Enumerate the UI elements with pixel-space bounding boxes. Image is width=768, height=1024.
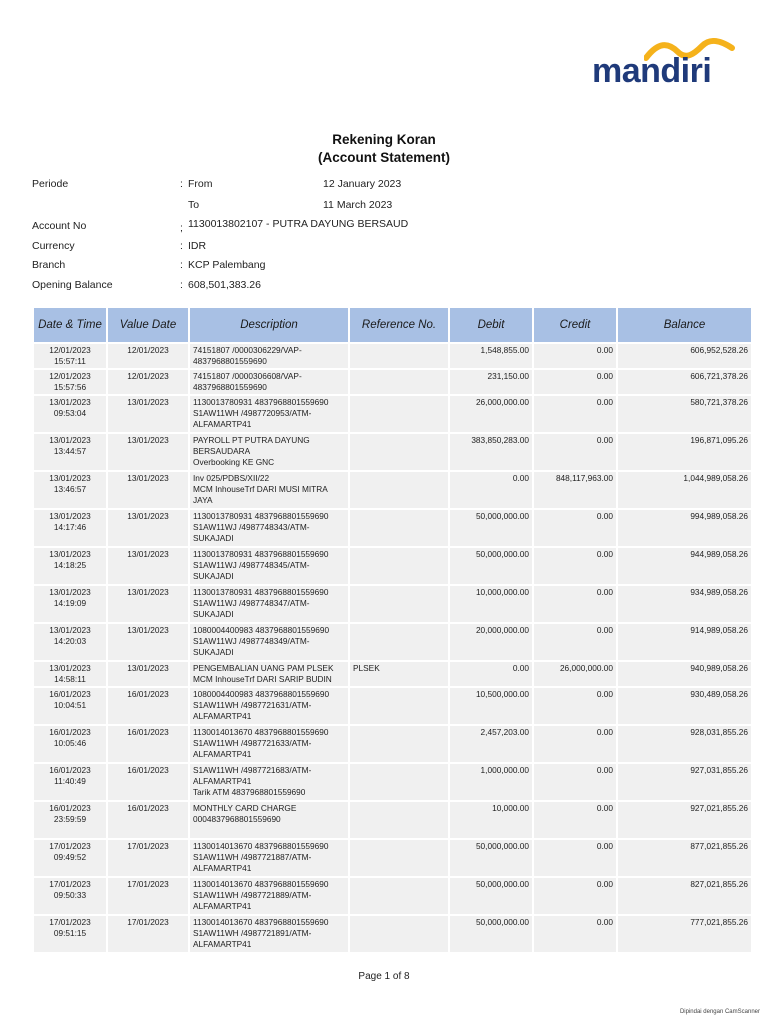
row-datetime: 13/01/2023 13:44:57 bbox=[34, 434, 106, 470]
row-datetime: 16/01/2023 11:40:49 bbox=[34, 764, 106, 800]
table-row bbox=[34, 726, 751, 762]
row-datetime: 16/01/2023 10:05:46 bbox=[34, 726, 106, 762]
row-debit: 383,850,283.00 bbox=[450, 434, 532, 470]
row-reference bbox=[350, 878, 448, 914]
row-balance: 928,031,855.26 bbox=[618, 726, 751, 762]
row-datetime: 16/01/2023 10:04:51 bbox=[34, 688, 106, 724]
transactions-table bbox=[32, 306, 753, 954]
row-datetime: 13/01/2023 14:17:46 bbox=[34, 510, 106, 546]
row-balance: 934,989,058.26 bbox=[618, 586, 751, 622]
row-datetime: 17/01/2023 09:50:33 bbox=[34, 878, 106, 914]
row-reference bbox=[350, 624, 448, 660]
row-reference: PLSEK bbox=[350, 662, 448, 686]
row-value-date: 13/01/2023 bbox=[108, 434, 188, 470]
from-label: From bbox=[188, 178, 213, 190]
table-row bbox=[34, 396, 751, 432]
title-line2: (Account Statement) bbox=[317, 150, 450, 165]
row-debit: 50,000,000.00 bbox=[450, 916, 532, 952]
row-balance: 196,871,095.26 bbox=[618, 434, 751, 470]
row-debit: 26,000,000.00 bbox=[450, 396, 532, 432]
row-description: 1130014013670 4837968801559690 S1AW11WH /4987721891/ATM- ALFAMARTP41 bbox=[190, 916, 348, 952]
row-debit: 10,000.00 bbox=[450, 802, 532, 838]
colon: : bbox=[180, 279, 183, 291]
table-header-row bbox=[34, 308, 751, 342]
row-value-date: 13/01/2023 bbox=[108, 472, 188, 508]
table-row bbox=[34, 370, 751, 394]
row-description: PAYROLL PT PUTRA DAYUNG BERSAUDARA Overbooking KE GNC bbox=[190, 434, 348, 470]
account-row bbox=[32, 218, 552, 234]
row-debit: 50,000,000.00 bbox=[450, 510, 532, 546]
row-balance: 877,021,855.26 bbox=[618, 840, 751, 876]
row-debit: 2,457,203.00 bbox=[450, 726, 532, 762]
row-credit: 0.00 bbox=[534, 548, 616, 584]
colon: : bbox=[180, 178, 183, 190]
row-debit: 50,000,000.00 bbox=[450, 840, 532, 876]
row-datetime: 13/01/2023 14:19:09 bbox=[34, 586, 106, 622]
row-value-date: 16/01/2023 bbox=[108, 764, 188, 800]
row-credit: 0.00 bbox=[534, 802, 616, 838]
row-value-date: 17/01/2023 bbox=[108, 916, 188, 952]
row-credit: 0.00 bbox=[534, 434, 616, 470]
row-value-date: 17/01/2023 bbox=[108, 878, 188, 914]
row-value-date: 17/01/2023 bbox=[108, 840, 188, 876]
scanner-note: Dipindai dengan CamScanner bbox=[679, 1009, 760, 1015]
row-description: 74151807 /0000306608/VAP- 4837968801559690 bbox=[190, 370, 348, 394]
row-debit: 231,150.00 bbox=[450, 370, 532, 394]
row-balance: 827,021,855.26 bbox=[618, 878, 751, 914]
table-row bbox=[34, 586, 751, 622]
row-description: 1130014013670 4837968801559690 S1AW11WH /4987721889/ATM- ALFAMARTP41 bbox=[190, 878, 348, 914]
row-balance: 994,989,058.26 bbox=[618, 510, 751, 546]
row-debit: 50,000,000.00 bbox=[450, 878, 532, 914]
row-credit: 0.00 bbox=[534, 624, 616, 660]
row-balance: 944,989,058.26 bbox=[618, 548, 751, 584]
mandiri-wordmark: mandiri bbox=[592, 52, 712, 90]
mandiri-logo bbox=[592, 38, 738, 96]
colon: : bbox=[180, 240, 183, 252]
row-datetime: 13/01/2023 14:58:11 bbox=[34, 662, 106, 686]
row-debit: 1,000,000.00 bbox=[450, 764, 532, 800]
statement-title bbox=[0, 131, 768, 167]
row-balance: 1,044,989,058.26 bbox=[618, 472, 751, 508]
row-datetime: 13/01/2023 14:18:25 bbox=[34, 548, 106, 584]
table-row bbox=[34, 472, 751, 508]
row-value-date: 16/01/2023 bbox=[108, 802, 188, 838]
account-value: 1130013802107 - PUTRA DAYUNG BERSAUD bbox=[188, 218, 409, 230]
row-description: 1130013780931 4837968801559690 S1AW11WJ /4987748343/ATM- SUKAJADI bbox=[190, 510, 348, 546]
row-reference bbox=[350, 434, 448, 470]
row-description: Inv 025/PDBS/XII/22 MCM InhouseTrf DARI MUSI MITRA JAYA bbox=[190, 472, 348, 508]
row-balance: 606,952,528.26 bbox=[618, 344, 751, 368]
to-value: 11 March 2023 bbox=[323, 199, 393, 211]
row-balance: 940,989,058.26 bbox=[618, 662, 751, 686]
row-datetime: 12/01/2023 15:57:56 bbox=[34, 370, 106, 394]
row-reference bbox=[350, 344, 448, 368]
row-reference bbox=[350, 840, 448, 876]
row-reference bbox=[350, 688, 448, 724]
row-description: 1130013780931 4837968801559690 S1AW11WJ /4987748347/ATM- SUKAJADI bbox=[190, 586, 348, 622]
table-row bbox=[34, 916, 751, 952]
row-credit: 0.00 bbox=[534, 396, 616, 432]
table-row bbox=[34, 434, 751, 470]
row-reference bbox=[350, 802, 448, 838]
row-description: PENGEMBALIAN UANG PAM PLSEK MCM InhouseTrf DARI SARIP BUDIN bbox=[190, 662, 348, 686]
row-value-date: 13/01/2023 bbox=[108, 396, 188, 432]
branch-value: KCP Palembang bbox=[188, 259, 266, 271]
transactions-table-wrap bbox=[32, 306, 748, 954]
to-label: To bbox=[188, 199, 200, 211]
table-row bbox=[34, 510, 751, 546]
row-reference bbox=[350, 472, 448, 508]
col-reference: Reference No. bbox=[350, 308, 448, 342]
row-description: 1130013780931 4837968801559690 S1AW11WH /4987720953/ATM- ALFAMARTP41 bbox=[190, 396, 348, 432]
row-value-date: 13/01/2023 bbox=[108, 510, 188, 546]
row-datetime: 17/01/2023 09:49:52 bbox=[34, 840, 106, 876]
row-debit: 10,000,000.00 bbox=[450, 586, 532, 622]
from-value: 12 January 2023 bbox=[323, 178, 402, 190]
row-credit: 848,117,963.00 bbox=[534, 472, 616, 508]
row-debit: 1,548,855.00 bbox=[450, 344, 532, 368]
col-debit: Debit bbox=[450, 308, 532, 342]
row-balance: 580,721,378.26 bbox=[618, 396, 751, 432]
row-datetime: 13/01/2023 09:53:04 bbox=[34, 396, 106, 432]
row-datetime: 17/01/2023 09:51:15 bbox=[34, 916, 106, 952]
row-debit: 0.00 bbox=[450, 472, 532, 508]
row-description: 1130014013670 4837968801559690 S1AW11WH /4987721633/ATM- ALFAMARTP41 bbox=[190, 726, 348, 762]
title-line1: Rekening Koran bbox=[332, 132, 436, 147]
row-datetime: 16/01/2023 23:59:59 bbox=[34, 802, 106, 838]
account-label: Account No bbox=[32, 220, 87, 232]
row-value-date: 13/01/2023 bbox=[108, 624, 188, 660]
row-credit: 0.00 bbox=[534, 840, 616, 876]
col-balance: Balance bbox=[618, 308, 751, 342]
row-reference bbox=[350, 764, 448, 800]
row-description: MONTHLY CARD CHARGE 0004837968801559690 bbox=[190, 802, 348, 838]
row-reference bbox=[350, 548, 448, 584]
row-balance: 930,489,058.26 bbox=[618, 688, 751, 724]
row-balance: 777,021,855.26 bbox=[618, 916, 751, 952]
col-description: Description bbox=[190, 308, 348, 342]
table-row bbox=[34, 840, 751, 876]
branch-row bbox=[32, 259, 552, 275]
table-row bbox=[34, 624, 751, 660]
row-credit: 0.00 bbox=[534, 916, 616, 952]
row-debit: 20,000,000.00 bbox=[450, 624, 532, 660]
row-balance: 927,021,855.26 bbox=[618, 802, 751, 838]
row-reference bbox=[350, 370, 448, 394]
opening-balance-value: 608,501,383.26 bbox=[188, 279, 261, 291]
row-credit: 26,000,000.00 bbox=[534, 662, 616, 686]
currency-value: IDR bbox=[188, 240, 207, 252]
col-date-time: Date & Time bbox=[34, 308, 106, 342]
colon: ; bbox=[180, 222, 183, 234]
currency-row bbox=[32, 240, 552, 256]
page-number: Page 1 of 8 bbox=[358, 971, 410, 982]
table-row bbox=[34, 688, 751, 724]
row-value-date: 16/01/2023 bbox=[108, 726, 188, 762]
transactions-body bbox=[34, 344, 751, 952]
row-reference bbox=[350, 586, 448, 622]
row-credit: 0.00 bbox=[534, 878, 616, 914]
table-row bbox=[34, 802, 751, 838]
periode-label: Periode bbox=[32, 178, 69, 190]
row-reference bbox=[350, 726, 448, 762]
row-credit: 0.00 bbox=[534, 586, 616, 622]
row-credit: 0.00 bbox=[534, 764, 616, 800]
row-credit: 0.00 bbox=[534, 726, 616, 762]
row-credit: 0.00 bbox=[534, 510, 616, 546]
row-description: 1130014013670 4837968801559690 S1AW11WH /4987721887/ATM- ALFAMARTP41 bbox=[190, 840, 348, 876]
currency-label: Currency bbox=[32, 240, 75, 252]
row-description: 74151807 /0000306229/VAP- 4837968801559690 bbox=[190, 344, 348, 368]
row-debit: 0.00 bbox=[450, 662, 532, 686]
row-value-date: 12/01/2023 bbox=[108, 344, 188, 368]
row-value-date: 16/01/2023 bbox=[108, 688, 188, 724]
row-value-date: 12/01/2023 bbox=[108, 370, 188, 394]
table-row bbox=[34, 344, 751, 368]
row-credit: 0.00 bbox=[534, 370, 616, 394]
table-row bbox=[34, 878, 751, 914]
row-value-date: 13/01/2023 bbox=[108, 662, 188, 686]
colon: : bbox=[180, 259, 183, 271]
col-credit: Credit bbox=[534, 308, 616, 342]
row-description: 1080004400983 4837968801559690 S1AW11WH /4987721631/ATM- ALFAMARTP41 bbox=[190, 688, 348, 724]
row-balance: 927,031,855.26 bbox=[618, 764, 751, 800]
row-value-date: 13/01/2023 bbox=[108, 586, 188, 622]
row-debit: 10,500,000.00 bbox=[450, 688, 532, 724]
table-row bbox=[34, 764, 751, 800]
opening-balance-row bbox=[32, 279, 552, 295]
col-value-date: Value Date bbox=[108, 308, 188, 342]
row-reference bbox=[350, 396, 448, 432]
table-row bbox=[34, 548, 751, 584]
table-row bbox=[34, 662, 751, 686]
row-credit: 0.00 bbox=[534, 688, 616, 724]
row-description: S1AW11WH /4987721683/ATM- ALFAMARTP41 Tarik ATM 4837968801559690 bbox=[190, 764, 348, 800]
row-reference bbox=[350, 916, 448, 952]
row-datetime: 13/01/2023 13:46:57 bbox=[34, 472, 106, 508]
row-value-date: 13/01/2023 bbox=[108, 548, 188, 584]
row-description: 1080004400983 4837968801559690 S1AW11WJ /4987748349/ATM- SUKAJADI bbox=[190, 624, 348, 660]
opening-balance-label: Opening Balance bbox=[32, 279, 113, 291]
branch-label: Branch bbox=[32, 259, 66, 271]
row-description: 1130013780931 4837968801559690 S1AW11WJ /4987748345/ATM- SUKAJADI bbox=[190, 548, 348, 584]
row-datetime: 13/01/2023 14:20:03 bbox=[34, 624, 106, 660]
row-debit: 50,000,000.00 bbox=[450, 548, 532, 584]
row-balance: 914,989,058.26 bbox=[618, 624, 751, 660]
to-row bbox=[32, 199, 552, 215]
row-credit: 0.00 bbox=[534, 344, 616, 368]
row-reference bbox=[350, 510, 448, 546]
row-balance: 606,721,378.26 bbox=[618, 370, 751, 394]
periode-row bbox=[32, 178, 552, 194]
row-datetime: 12/01/2023 15:57:11 bbox=[34, 344, 106, 368]
